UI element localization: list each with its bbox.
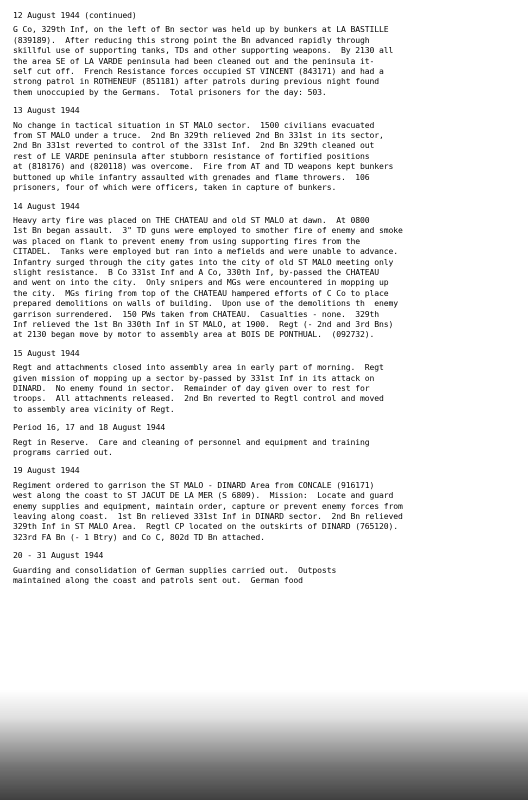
scan-shadow xyxy=(0,690,528,800)
entry-20-31-august xyxy=(13,550,516,585)
text-line: them unoccupied by the Germans. Total prisoners for the day: 503. xyxy=(13,86,327,97)
entry-text xyxy=(13,362,516,414)
text-line: Regiment ordered to garrison the ST MALO - DINARD Area from CONCALE (916171) xyxy=(13,479,375,490)
entry-date: 20 - 31 August 1944 xyxy=(13,550,104,561)
text-line: self cut off. French Resistance forces occupied ST VINCENT (843171) and had a xyxy=(13,66,384,77)
entry-text xyxy=(13,120,516,193)
text-line: 2nd Bn 331st reverted to control of the 331st Inf. 2nd Bn 329th cleaned out xyxy=(13,140,375,151)
text-line: the city. MGs firing from top of the CHATEAU hampered efforts of C Co to place xyxy=(13,287,389,298)
entry-period-16-18-august xyxy=(13,422,516,457)
text-line: G Co, 329th Inf, on the left of Bn sector was held up by bunkers at LA BASTILLE xyxy=(13,24,389,35)
text-line: rest of LE VARDE peninsula after stubborn resistance of fortified positions xyxy=(13,150,370,161)
text-line: from ST MALO under a truce. 2nd Bn 329th relieved 2nd Bn 331st in its sector, xyxy=(13,130,384,141)
entry-date: 15 August 1944 xyxy=(13,347,80,358)
text-line: maintained along the coast and patrols sent out. German food xyxy=(13,575,303,586)
entry-19-august xyxy=(13,465,516,542)
entry-14-august xyxy=(13,201,516,340)
text-line: Inf relieved the 1st Bn 330th Inf in ST MALO, at 1900. Regt (- 2nd and 3rd Bns) xyxy=(13,318,394,329)
entry-text xyxy=(13,437,516,458)
entry-date: Period 16, 17 and 18 August 1944 xyxy=(13,422,166,433)
text-line: Guarding and consolidation of German supplies carried out. Outposts xyxy=(13,564,337,575)
text-line: west along the coast to ST JACUT DE LA MER (S 6809). Mission: Locate and guard xyxy=(13,490,394,501)
entry-text xyxy=(13,480,516,542)
text-line: troops. All attachments released. 2nd Bn reverted to Regtl control and moved xyxy=(13,393,384,404)
text-line: 329th Inf in ST MALO Area. Regtl CP located on the outskirts of DINARD (765120). xyxy=(13,521,398,532)
text-line: garrison surrendered. 150 PWs taken from CHATEAU. Casualties - none. 329th xyxy=(13,308,379,319)
text-line: the area SE of LA VARDE peninsula had been cleaned out and the peninsula it- xyxy=(13,55,375,66)
text-line: Regt and attachments closed into assembly area in early part of morning. Regt xyxy=(13,362,384,373)
text-line: prepared demolitions on walls of building. Upon use of the demolitions th enemy xyxy=(13,298,398,309)
entry-text xyxy=(13,565,516,586)
entry-date: 19 August 1944 xyxy=(13,465,80,476)
text-line: programs carried out. xyxy=(13,447,113,458)
text-line: enemy supplies and equipment, maintain order, capture or prevent enemy forces from xyxy=(13,500,403,511)
text-line: skillful use of supporting tanks, TDs and other supporting weapons. By 2130 all xyxy=(13,45,394,56)
entry-date: 13 August 1944 xyxy=(13,105,80,116)
entry-date: 12 August 1944 (continued) xyxy=(13,10,137,20)
text-line: Infantry surged through the city gates into the city of old ST MALO meeting only xyxy=(13,256,394,267)
entry-12-august xyxy=(13,10,516,97)
text-line: Regt in Reserve. Care and cleaning of personnel and equipment and training xyxy=(13,436,370,447)
entry-15-august xyxy=(13,348,516,414)
entry-13-august xyxy=(13,105,516,192)
entry-text xyxy=(13,24,516,97)
text-line: buttoned up while infantry assaulted with grenades and flame throwers. 106 xyxy=(13,171,370,182)
text-line: CITADEL. Tanks were employed but ran into a mefields and were unable to advance. xyxy=(13,246,398,257)
text-line: Heavy arty fire was placed on THE CHATEAU and old ST MALO at dawn. At 0800 xyxy=(13,214,370,225)
text-line: No change in tactical situation in ST MALO sector. 1500 civilians evacuated xyxy=(13,119,375,130)
text-line: given mission of mopping up a sector by-passed by 331st Inf in its attack on xyxy=(13,372,375,383)
text-line: (839189). After reducing this strong point the Bn advanced rapidly through xyxy=(13,34,370,45)
text-line: at 2130 began move by motor to assembly area at BOIS DE PONTHUAL. (092732). xyxy=(13,329,375,340)
text-line: 323rd FA Bn (- 1 Btry) and Co C, 802d TD Bn attached. xyxy=(13,531,265,542)
text-line: slight resistance. B Co 331st Inf and A Co, 330th Inf, by-passed the CHATEAU xyxy=(13,266,379,277)
text-line: and went on into the city. Only snipers and MGs were encountered in mopping up xyxy=(13,277,389,288)
text-line: strong patrol in ROTHENEUF (851181) after patrols during previous night found xyxy=(13,76,379,87)
text-line: 1st Bn began assault. 3" TD guns were employed to smother fire of enemy and smoke xyxy=(13,225,403,236)
text-line: to assembly area vicinity of Regt. xyxy=(13,403,175,414)
text-line: was placed on flank to prevent enemy from using supporting fires from the xyxy=(13,235,360,246)
entry-date: 14 August 1944 xyxy=(13,200,80,211)
entry-text xyxy=(13,215,516,340)
text-line: at (818176) and (820118) was overcome. Fire from AT and TD weapons kept bunkers xyxy=(13,161,394,172)
text-line: prisoners, four of which were officers, taken in capture of bunkers. xyxy=(13,182,337,193)
text-line: leaving along coast. 1st Bn relieved 331st Inf in DINARD sector. 2nd Bn relieved xyxy=(13,511,403,522)
text-line: DINARD. No enemy found in sector. Remainder of day given over to rest for xyxy=(13,383,370,393)
